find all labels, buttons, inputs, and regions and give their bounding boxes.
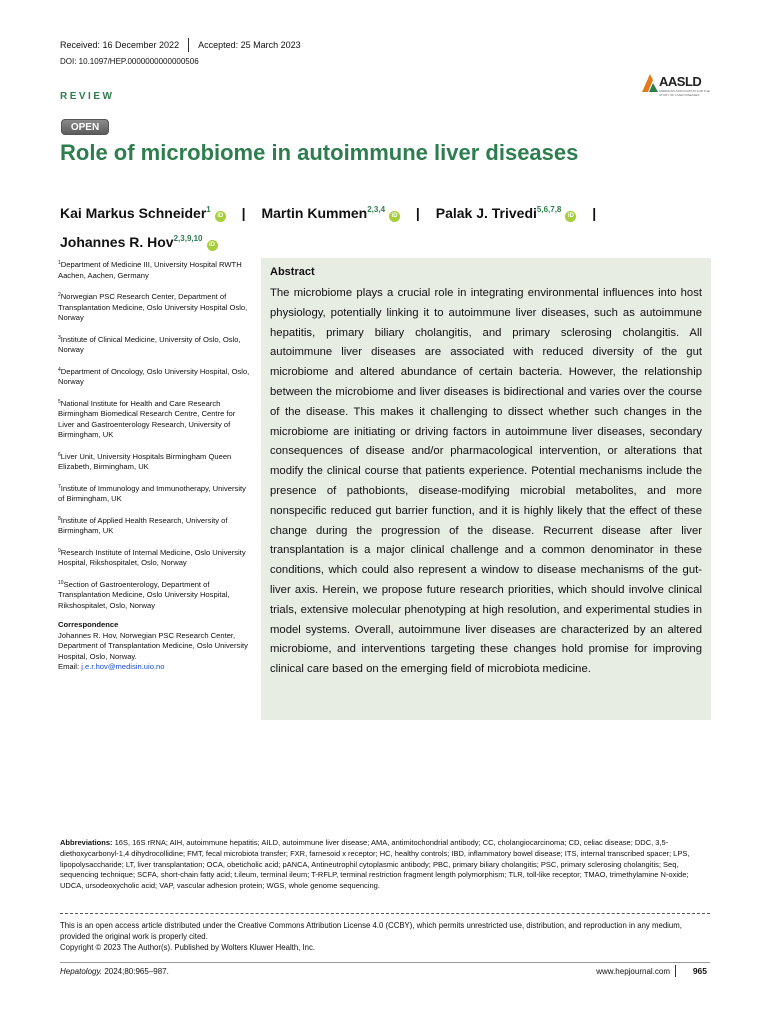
doi[interactable]: DOI: 10.1097/HEP.0000000000000506 [60, 57, 199, 66]
author[interactable]: Johannes R. Hov$^{2,3,9,10}$ [60, 234, 203, 250]
orcid-icon[interactable]: iD [215, 211, 226, 222]
abstract-text: The microbiome plays a crucial role in integrating environmental influences into host physiology, potentially linking it to autoimmune liver diseases, such as autoimmune hepatitis, primary biliary cholangitis, and primary sclerosing cholangitis. All autoimmune liver diseases are associated with reduced diversity of the gut microbiome and altered abundance of certain bacteria. However, the relationship between the microbiome and liver diseases is bidirectional and varies over the course of the disease. This makes it challenging to dissect whether such changes in the microbiome are initiating or driving factors in autoimmune liver diseases, secondary consequences of disease and/or pharmacological intervention, or alterations that modify the clinical course that patients experience. Potential mechanisms include the presence of pathobionts, disease-modifying microbial metabolites, and more nonspecific reduced gut barrier function, and it is highly likely that the effect of these change during the progression of the disease. Recurrent disease after liver transplantation is a major clinical challenge and a common denominator in these conditions, which could also represent a window to disease mechanisms of the gut-liver axis. Herein, we propose future research priorities, which should involve clinical trials, extensive molecular phenotyping at high resolution, and experimental studies in model systems. Overall, autoimmune liver diseases are characterized by an altered microbiome, and interventions targeting these changes hold promise for improving clinical care based on the emerging field of microbiota medicine. [270, 287, 702, 676]
author-separator: | [415, 205, 420, 221]
date-separator [188, 38, 189, 52]
accepted-date: Accepted: 25 March 2023 [198, 40, 301, 50]
article-dates [60, 38, 301, 52]
author-list [60, 197, 730, 255]
aasld-logo [640, 72, 716, 102]
aasld-logo-icon [640, 72, 660, 94]
orcid-icon[interactable]: iD [389, 211, 400, 222]
affiliation: $^9$Research Institute of Internal Medicine, Oslo University Hospital, Rikshospitalet, Oslo, Norway [58, 547, 246, 567]
orcid-icon[interactable]: iD [207, 240, 218, 251]
page-number: 965 [675, 965, 707, 977]
abbreviations-text: 16S, 16S rRNA; AIH, autoimmune hepatitis; AILD, autoimmune liver disease; AMA, antimitochondrial antibody; CC, cholangiocarcinoma; CD, celiac disease; DDC, 3,5-diethoxycarbonyl-1,4 dihydrocollidine; FMT, fecal microbiota transfer; FXR, farnesoid x receptor; HC, healthy controls; IBD, inflammatory bowel disease; ITS, internal transcribed spacer; LPS, lipopolysaccharide; LT, liver transplantation; OCA, obeticholic acid; pANCA, Antineutrophil cytoplasmic antibody; PBC, primary biliary cholangitis; PSC, primary sclerosing cholangitis; Seq, sequencing technique; SCFA, short-chain fatty acid; t.ileum, terminal ileum; T-RFLP, terminal restriction fragment length polymorphism; TLR, toll-like receptor; TMAO, trimethylamine N-oxide; UDCA, ursodeoxycholic acid; VAP, vascular adhesion protein; WGS, whole genome sequencing. [60, 838, 690, 891]
citation-details: 2024;80:965–987. [102, 967, 169, 976]
abstract-heading: Abstract [270, 266, 315, 278]
affiliation: $^{10}$Section of Gastroenterology, Department of Transplantation Medicine, Oslo University Hospital, Rikshospitalet, Oslo, Norway [58, 579, 230, 610]
abbreviations-label: Abbreviations: [60, 838, 113, 847]
author[interactable]: Kai Markus Schneider$^1$ [60, 205, 211, 221]
journal-website[interactable]: www.hepjournal.com [596, 967, 670, 976]
affiliation: $^5$National Institute for Health and Care Research Birmingham Biomedical Research Centre, Centre for Liver and Gastroenterology Research, University of Birmingham, UK [58, 398, 236, 439]
affiliation: $^2$Norwegian PSC Research Center, Department of Transplantation Medicine, Oslo University Hospital Oslo, Norway [58, 292, 248, 322]
author[interactable]: Martin Kummen$^{2,3,4}$ [261, 205, 386, 221]
open-access-badge: OPEN [61, 119, 109, 135]
correspondence [58, 620, 250, 673]
affiliation: $^7$Institute of Immunology and Immunotherapy, University of Birmingham, UK [58, 483, 246, 503]
author-separator: | [592, 205, 597, 221]
author[interactable]: Palak J. Trivedi$^{5,6,7,8}$ [435, 205, 562, 221]
correspondence-heading: Correspondence [58, 620, 119, 629]
correspondence-email-line: Email: j.e.r.hov@medisin.uio.no [58, 662, 165, 671]
orcid-icon[interactable]: iD [565, 211, 576, 222]
correspondence-text: Johannes R. Hov, Norwegian PSC Research Center, Department of Transplantation Medicine, Oslo University Hospital, Oslo, Norway. [58, 630, 248, 661]
article-title: Role of microbiome in autoimmune liver diseases [60, 140, 579, 165]
abbreviations [60, 838, 710, 892]
section-label: REVIEW [60, 91, 115, 102]
affiliation: $^3$Institute of Clinical Medicine, University of Oslo, Oslo, Norway [58, 334, 241, 354]
footer-divider [60, 962, 710, 963]
affiliation: $^6$Liver Unit, University Hospitals Birmingham Queen Elizabeth, Birmingham, UK [58, 451, 232, 471]
affiliation: $^1$Department of Medicine III, University Hospital RWTH Aachen, Aachen, Germany [58, 260, 242, 280]
affiliations [58, 258, 250, 673]
abstract-box [261, 258, 711, 720]
received-date: Received: 16 December 2022 [60, 40, 180, 50]
email-link[interactable]: j.e.r.hov@medisin.uio.no [81, 662, 165, 671]
logo-text: AASLD [659, 74, 702, 89]
affiliation: $^8$Institute of Applied Health Research, University of Birmingham, UK [58, 515, 228, 535]
journal-name: Hepatology. [60, 967, 103, 976]
author-separator: | [241, 205, 246, 221]
affiliation: $^4$Department of Oncology, Oslo University Hospital, Oslo, Norway [58, 366, 250, 386]
journal-citation [60, 967, 169, 976]
license-text: This is an open access article distributed under the Creative Commons Attribution License 4.0 (CCBY), which permits unrestricted use, distribution, and reproduction in any medium, provided the original work is properly cited. [60, 921, 682, 941]
dashed-divider [60, 913, 710, 914]
copyright-text: Copyright © 2023 The Author(s). Published by Wolters Kluwer Health, Inc. [60, 942, 316, 952]
license [60, 921, 710, 953]
logo-subtext: AMERICAN ASSOCIATION FOR THE STUDY OF LIVER DISEASES [659, 89, 710, 97]
